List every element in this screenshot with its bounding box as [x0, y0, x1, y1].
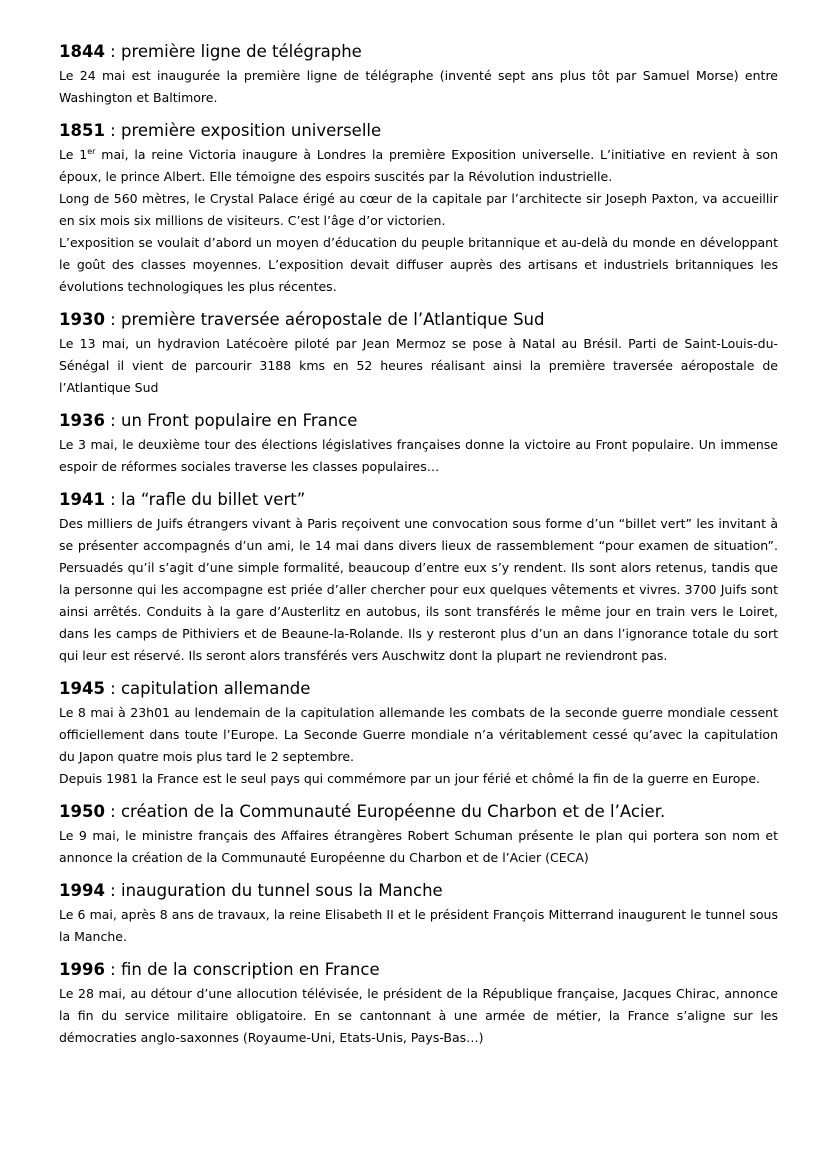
entry-1844: [59, 39, 778, 109]
entry-year: 1945: [59, 679, 105, 698]
entry-paragraph: Le 13 mai, un hydravion Latécoère piloté par Jean Mermoz se pose à Natal au Brésil. Parti de Saint-Louis-du-Sénégal il vient de parcourir 3188 kms en 52 heures réalisant ainsi la première traversée aéropostale de l’Atlantique Sud: [59, 336, 778, 395]
entry-year: 1941: [59, 490, 105, 509]
entry-paragraph: Le 6 mai, après 8 ans de travaux, la reine Elisabeth II et le président François Mitterrand inaugurent le tunnel sous la Manche.: [59, 907, 778, 944]
entry-1945: [59, 676, 778, 790]
entry-1950: [59, 799, 778, 869]
entry-title: : création de la Communauté Européenne du Charbon et de l’Acier.: [104, 802, 666, 821]
entry-title: : première exposition universelle: [104, 121, 382, 140]
entry-1994: [59, 878, 778, 948]
entry-title: : première traversée aéropostale de l’Atlantique Sud: [104, 310, 545, 329]
entry-year: 1996: [59, 960, 105, 979]
entry-heading: [59, 408, 778, 434]
entry-heading: [59, 878, 778, 904]
entry-paragraph: Le 24 mai est inaugurée la première ligne de télégraphe (inventé sept ans plus tôt par Samuel Morse) entre Washington et Baltimore.: [59, 68, 778, 105]
entry-paragraph: Le 3 mai, le deuxième tour des élections législatives françaises donne la victoire au Front populaire. Un immense espoir de réformes sociales traverse les classes populaires…: [59, 437, 778, 474]
entry-paragraph: Depuis 1981 la France est le seul pays qui commémore par un jour férié et chômé la fin de la guerre en Europe.: [59, 771, 761, 786]
entry-year: 1994: [59, 881, 105, 900]
entry-1851: [59, 118, 778, 298]
entry-paragraph: Des milliers de Juifs étrangers vivant à Paris reçoivent une convocation sous forme d’un “billet vert” les invitant à se présenter accompagnés d’un ami, le 14 mai dans divers lieux de rassemblement “pour examen de situation”. Persuadés qu’il s’agit d’une simple formalité, beaucoup d’entre eux s’y rendent. Ils sont alors retenus, tandis que la personne qui les accompagne est priée d’aller chercher pour eux quelques vêtements et vivres. 3700 Juifs sont ainsi arrêtés. Conduits à la gare d’Austerlitz en autobus, ils sont transférés le même jour en train vers le Loiret, dans les camps de Pithiviers et de Beaune-la-Rolande. Ils y resteront plus d’un an dans l’ignorance totale du sort qui leur est réservé. Ils seront alors transférés vers Auschwitz dont la plupart ne reviendront pas.: [59, 516, 778, 663]
entry-year: 1950: [59, 802, 105, 821]
entry-heading: [59, 676, 778, 702]
entry-1936: [59, 408, 778, 478]
entry-1930: [59, 307, 778, 399]
entry-paragraph: L’exposition se voulait d’abord un moyen d’éducation du peuple britannique et au-delà du monde en développant le goût des classes moyennes. L’exposition devait diffuser auprès des artisans et industriels britanniques les évolutions technologiques les plus récentes.: [59, 235, 778, 294]
entry-paragraph: [59, 144, 778, 188]
entry-paragraph: Le 8 mai à 23h01 au lendemain de la capitulation allemande les combats de la seconde guerre mondiale cessent officiellement dans toute l’Europe. La Seconde Guerre mondiale n’a véritablement cessé qu’avec la capitulation du Japon quatre mois plus tard le 2 septembre.: [59, 705, 778, 764]
entry-1941: [59, 487, 778, 667]
entry-paragraph: Long de 560 mètres, le Crystal Palace érigé au cœur de la capitale par l’architecte sir Joseph Paxton, va accueillir en six mois six millions de visiteurs. C’est l’âge d’or victorien.: [59, 191, 778, 228]
entry-heading: [59, 487, 778, 513]
paragraph-text: mai, la reine Victoria inaugure à Londres la première Exposition universelle. L’initiative en revient à son époux, le prince Albert. Elle témoigne des espoirs suscités par la Révolution industrielle.: [59, 147, 778, 184]
paragraph-text: Le 1: [59, 147, 88, 162]
entry-title: : capitulation allemande: [104, 679, 311, 698]
entry-title: : première ligne de télégraphe: [104, 42, 362, 61]
entry-paragraph: Le 9 mai, le ministre français des Affaires étrangères Robert Schuman présente le plan qui portera son nom et annonce la création de la Communauté Européenne du Charbon et de l’Acier (CECA): [59, 828, 778, 865]
entry-title: : un Front populaire en France: [104, 411, 358, 430]
entry-heading: [59, 39, 778, 65]
entry-paragraph: Le 28 mai, au détour d’une allocution télévisée, le président de la République française, Jacques Chirac, annonce la fin du service militaire obligatoire. En se cantonnant à une armée de métier, la France s’aligne sur les démocraties anglo-saxonnes (Royaume-Uni, Etats-Unis, Pays-Bas…): [59, 986, 778, 1045]
entry-title: : la “rafle du billet vert”: [104, 490, 306, 509]
entry-year: 1930: [59, 310, 105, 329]
entry-year: 1844: [59, 42, 105, 61]
entry-year: 1851: [59, 121, 105, 140]
entry-heading: [59, 307, 778, 333]
ordinal-superscript: er: [87, 146, 96, 156]
entry-year: 1936: [59, 411, 105, 430]
entry-title: : fin de la conscription en France: [104, 960, 380, 979]
entry-1996: [59, 957, 778, 1049]
entry-heading: [59, 118, 778, 144]
entry-heading: [59, 957, 778, 983]
entry-title: : inauguration du tunnel sous la Manche: [104, 881, 443, 900]
entry-heading: [59, 799, 778, 825]
